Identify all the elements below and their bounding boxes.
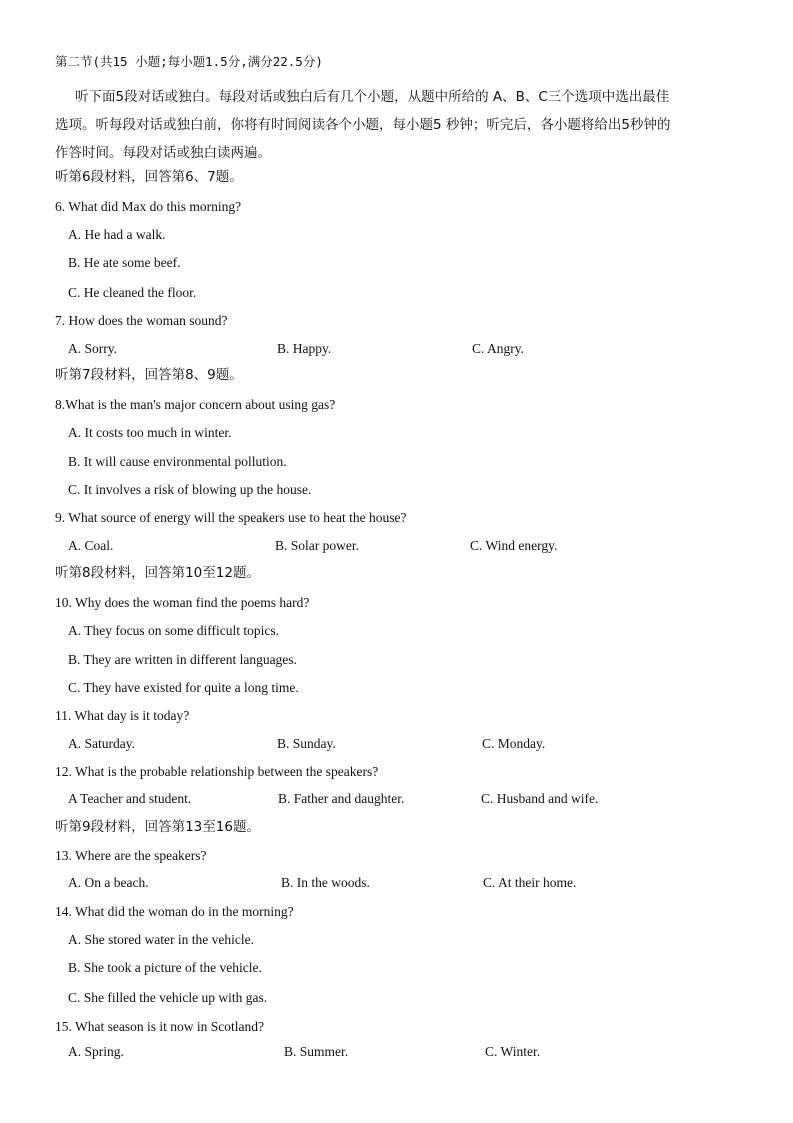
option-10a: A. They focus on some difficult topics. xyxy=(68,623,279,638)
question-stem-6: 6. What did Max do this morning? xyxy=(55,199,242,214)
option-6a: A. He had a walk. xyxy=(68,227,166,242)
option-8b: B. It will cause environmental pollution. xyxy=(68,454,287,469)
option-13a: A. On a beach. xyxy=(68,875,149,890)
option-10c: C. They have existed for quite a long time. xyxy=(68,680,299,695)
option-11c: C. Monday. xyxy=(482,736,546,751)
option-13c: C. At their home. xyxy=(483,875,577,890)
option-12a: A Teacher and student. xyxy=(68,791,192,806)
option-13b: B. In the woods. xyxy=(281,875,370,890)
option-11b: B. Sunday. xyxy=(277,736,336,751)
question-stem-10: 10. Why does the woman find the poems hard? xyxy=(55,595,310,610)
option-8a: A. It costs too much in winter. xyxy=(68,425,232,440)
option-8c: C. It involves a risk of blowing up the house. xyxy=(68,482,312,497)
option-14a: A. She stored water in the vehicle. xyxy=(68,932,254,947)
option-9c: C. Wind energy. xyxy=(470,538,558,553)
option-9b: B. Solar power. xyxy=(275,538,359,553)
option-6b: B. He ate some beef. xyxy=(68,255,181,270)
question-stem-15: 15. What season is it now in Scotland? xyxy=(55,1019,264,1034)
group-label-6: 听第6段材料，回答第6、7题。 xyxy=(55,169,243,185)
option-9a: A. Coal. xyxy=(68,538,114,553)
option-7b: B. Happy. xyxy=(277,341,332,356)
group-label-9: 听第9段材料，回答第13至16题。 xyxy=(55,819,260,835)
group-label-8: 听第8段材料，回答第10至12题。 xyxy=(55,565,260,581)
instructions-line-2: 选项。听每段对话或独白前，你将有时间阅读各个小题，每小题5 秒钟；听完后，各小题将给出5秒钟的 xyxy=(55,117,671,133)
option-7a: A. Sorry. xyxy=(68,341,117,356)
group-label-7: 听第7段材料，回答第8、9题。 xyxy=(55,367,243,383)
question-stem-13: 13. Where are the speakers? xyxy=(55,848,207,863)
option-12c: C. Husband and wife. xyxy=(481,791,599,806)
question-stem-11: 11. What day is it today? xyxy=(55,708,190,723)
section-header: 第二节(共15 小题;每小题1.5分,满分22.5分) xyxy=(55,54,323,69)
option-7c: C. Angry. xyxy=(472,341,525,356)
question-stem-9: 9. What source of energy will the speakers use to heat the house? xyxy=(55,510,407,525)
option-14c: C. She filled the vehicle up with gas. xyxy=(68,990,268,1005)
question-stem-14: 14. What did the woman do in the morning? xyxy=(55,904,294,919)
question-stem-8: 8.What is the man's major concern about using gas? xyxy=(55,397,336,412)
option-15c: C. Winter. xyxy=(485,1044,541,1059)
option-10b: B. They are written in different languages. xyxy=(68,652,297,667)
option-6c: C. He cleaned the floor. xyxy=(68,285,197,300)
option-15b: B. Summer. xyxy=(284,1044,349,1059)
option-14b: B. She took a picture of the vehicle. xyxy=(68,960,262,975)
instructions-line-3: 作答时间。每段对话或独白读两遍。 xyxy=(55,145,271,161)
question-stem-7: 7. How does the woman sound? xyxy=(55,313,228,328)
option-12b: B. Father and daughter. xyxy=(278,791,405,806)
option-15a: A. Spring. xyxy=(68,1044,124,1059)
instructions-line-1: 听下面5段对话或独白。每段对话或独白后有几个小题，从题中所给的 A、B、C三个选项中选出最佳 xyxy=(75,89,670,105)
question-stem-12: 12. What is the probable relationship between the speakers? xyxy=(55,764,379,779)
option-11a: A. Saturday. xyxy=(68,736,135,751)
